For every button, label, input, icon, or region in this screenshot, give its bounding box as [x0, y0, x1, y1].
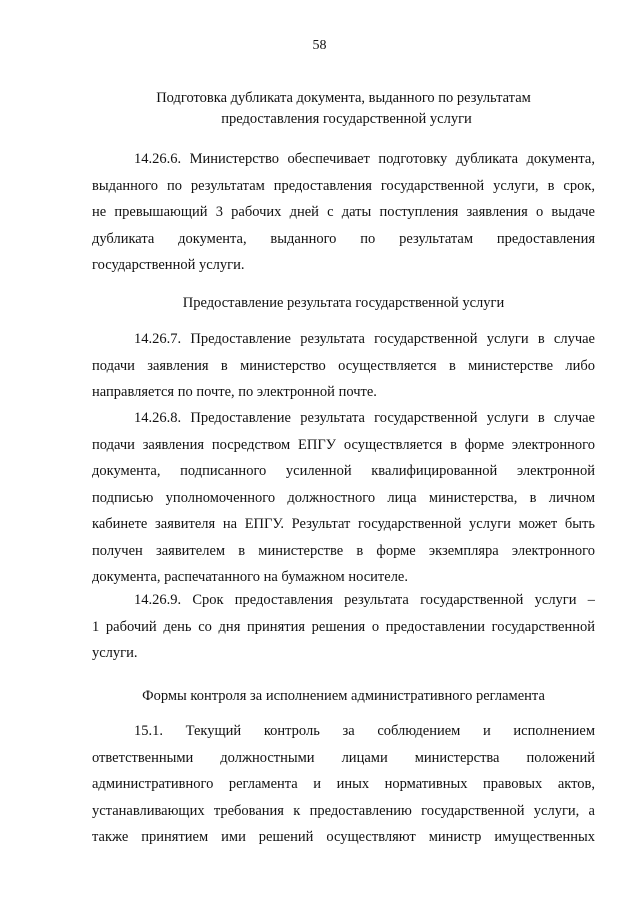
- paragraph-line: дубликата документа, выданного по результатам предоставления: [92, 230, 595, 247]
- paragraph-line: государственной услуги.: [92, 257, 245, 273]
- heading-line: Предоставление результата государственной услуги: [182, 295, 505, 311]
- paragraph-line: получен заявителем в министерстве в форме экземпляра электронного: [92, 542, 595, 559]
- paragraph-line: 14.26.8. Предоставление результата государственной услуги в случае: [134, 410, 595, 426]
- paragraph-15-1: [92, 718, 595, 851]
- paragraph-14-26-9: [92, 587, 595, 667]
- paragraph-line: кабинете заявителя на ЕПГУ. Результат государственной услуги может быть: [92, 516, 595, 532]
- heading-line: предоставления государственной услуги: [221, 111, 472, 127]
- paragraph-line: 14.26.9. Срок предоставления результата государственной услуги –: [134, 592, 595, 608]
- paragraph-line: устанавливающих требования к предоставлению государственной услуги, а: [92, 802, 595, 819]
- paragraph-line: документа, распечатанного на бумажном носителе.: [92, 569, 408, 585]
- section-heading-control: [92, 686, 595, 707]
- paragraph-line: услуги.: [92, 645, 138, 661]
- section-heading-duplicate: [92, 88, 595, 130]
- paragraph-line: административного регламента и иных нормативных правовых актов,: [92, 776, 595, 792]
- paragraph-line: также принятием ими решений осуществляют министр имущественных: [92, 829, 595, 845]
- paragraph-line: 1 рабочий день со дня принятия решения о предоставлении государственной: [92, 618, 595, 635]
- paragraph-line: выданного по результатам предоставления государственной услуги, в срок,: [92, 177, 595, 194]
- paragraph-14-26-8: [92, 405, 595, 591]
- paragraph-line: подачи заявления в министерство осуществляется в министерстве либо: [92, 357, 595, 374]
- paragraph-line: документа, подписанного усиленной квалифицированной электронной: [92, 463, 595, 479]
- section-heading-result: [92, 293, 595, 314]
- paragraph-line: ответственными должностными лицами министерства положений: [92, 749, 595, 766]
- paragraph-line: подачи заявления посредством ЕПГУ осуществляется в форме электронного: [92, 436, 595, 453]
- paragraph-line: подписью уполномоченного должностного лица министерства, в личном: [92, 489, 595, 506]
- heading-line: Формы контроля за исполнением административного регламента: [142, 688, 545, 704]
- page-number: 58: [312, 38, 327, 53]
- paragraph-line: 14.26.6. Министерство обеспечивает подготовку дубликата документа,: [134, 151, 595, 167]
- paragraph-line: 14.26.7. Предоставление результата государственной услуги в случае: [134, 331, 595, 347]
- paragraph-14-26-7: [92, 326, 595, 406]
- paragraph-line: 15.1. Текущий контроль за соблюдением и исполнением: [134, 723, 595, 739]
- heading-line: Подготовка дубликата документа, выданного по результатам: [156, 90, 531, 106]
- paragraph-14-26-6: [92, 146, 595, 279]
- paragraph-line: направляется по почте, по электронной почте.: [92, 384, 377, 400]
- paragraph-line: не превышающий 3 рабочих дней с даты поступления заявления о выдаче: [92, 204, 595, 220]
